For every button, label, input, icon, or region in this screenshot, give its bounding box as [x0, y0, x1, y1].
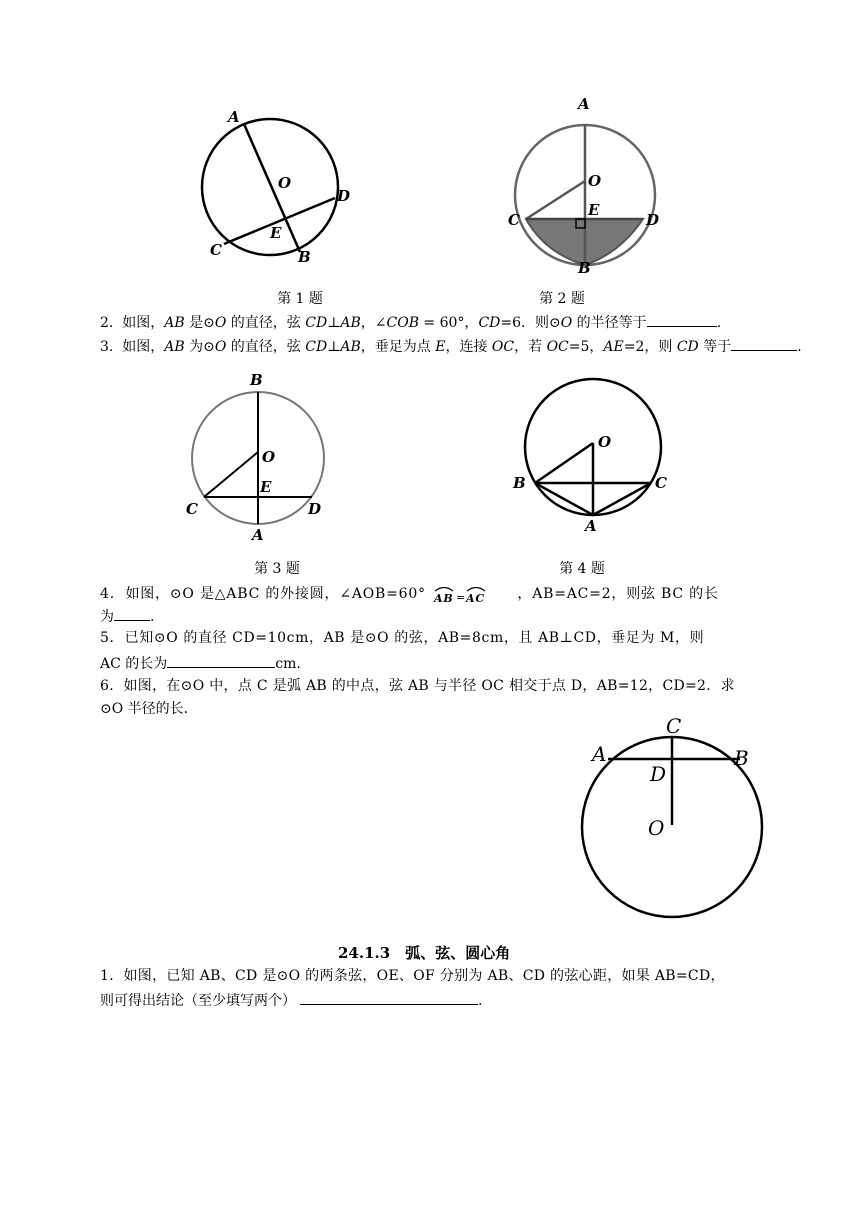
answer-blank-s1[interactable] [300, 990, 478, 1005]
label-A: A [585, 517, 597, 535]
label-D: D [646, 211, 660, 229]
label-C: C [655, 474, 667, 492]
problem-4-line2: 为 . [100, 606, 154, 626]
svg-text:AB: AB [434, 592, 454, 605]
figure-2 [500, 95, 680, 280]
svg-text:AC: AC [466, 592, 486, 605]
label-E: E [588, 201, 600, 219]
caption-fig1: 第 1 题 [277, 291, 323, 307]
problem-5: 5. 已知⊙O 的直径 CD=10cm，AB 是⊙O 的弦，AB=8cm，且 AB⊥CD，垂足为 M，则 [100, 630, 705, 646]
label-O: O [588, 172, 602, 190]
caption-fig4: 第 4 题 [559, 561, 605, 577]
label-A: A [592, 742, 607, 766]
problem-6-line2: ⊙O 半径的长． [100, 701, 198, 717]
answer-blank-3[interactable] [731, 336, 797, 351]
label-D: D [308, 500, 322, 518]
answer-blank-2[interactable] [647, 312, 717, 327]
label-O: O [278, 174, 292, 192]
figure-4 [505, 375, 685, 540]
answer-blank-5[interactable] [167, 653, 275, 668]
label-A: A [578, 95, 590, 113]
figure-1 [190, 100, 370, 270]
problem-6: 6. 如图，在⊙O 中，点 C 是弧 AB 的中点，弦 AB 与半径 OC 相交于点 D，AB=12，CD=2．求 [100, 678, 735, 694]
label-C: C [186, 500, 198, 518]
label-C: C [210, 241, 222, 259]
section-title: 24.1.3 弧、弦、圆心角 [338, 944, 511, 962]
label-E: E [270, 224, 282, 242]
problem-4: 4. 如图，⊙O 是△ABC 的外接圆，∠AOB=60° AB = AC ，AB=AC=2，则弦 BC 的长 [100, 582, 719, 606]
label-C: C [666, 714, 682, 738]
problem-2: 2. 如图，AB 是⊙O 的直径，弦 CD⊥AB，∠COB = 60°，CD=6．则⊙O 的半径等于 . [100, 312, 721, 332]
figure-5 [580, 705, 770, 925]
label-A: A [228, 108, 240, 126]
problem-3: 3. 如图，AB 为⊙O 的直径，弦 CD⊥AB，垂足为点 E，连接 OC，若 OC=5，AE=2，则 CD 等于 . [100, 336, 802, 356]
label-D: D [650, 762, 667, 786]
label-B: B [513, 474, 526, 492]
label-B: B [578, 259, 591, 277]
svg-text:=: = [456, 591, 467, 604]
label-B: B [250, 371, 263, 389]
label-C: C [508, 211, 520, 229]
answer-blank-4[interactable] [114, 606, 150, 621]
caption-fig3: 第 3 题 [254, 561, 300, 577]
label-B: B [734, 746, 749, 770]
label-B: B [298, 248, 311, 266]
label-O: O [598, 433, 612, 451]
label-A: A [252, 526, 264, 544]
caption-fig2: 第 2 题 [539, 291, 585, 307]
label-O: O [262, 448, 276, 466]
section-problem-1-line2: 则可得出结论（至少填写两个） . [100, 990, 482, 1010]
label-D: D [337, 187, 351, 205]
label-E: E [260, 478, 272, 496]
problem-5-line2: AC 的长为 cm. [100, 653, 301, 673]
label-O: O [648, 816, 665, 840]
arc-equal-icon [431, 582, 491, 606]
figure-3 [180, 362, 340, 552]
section-problem-1: 1. 如图，已知 AB、CD 是⊙O 的两条弦，OE、OF 分别为 AB、CD 的弦心距，如果 AB=CD， [100, 968, 725, 984]
